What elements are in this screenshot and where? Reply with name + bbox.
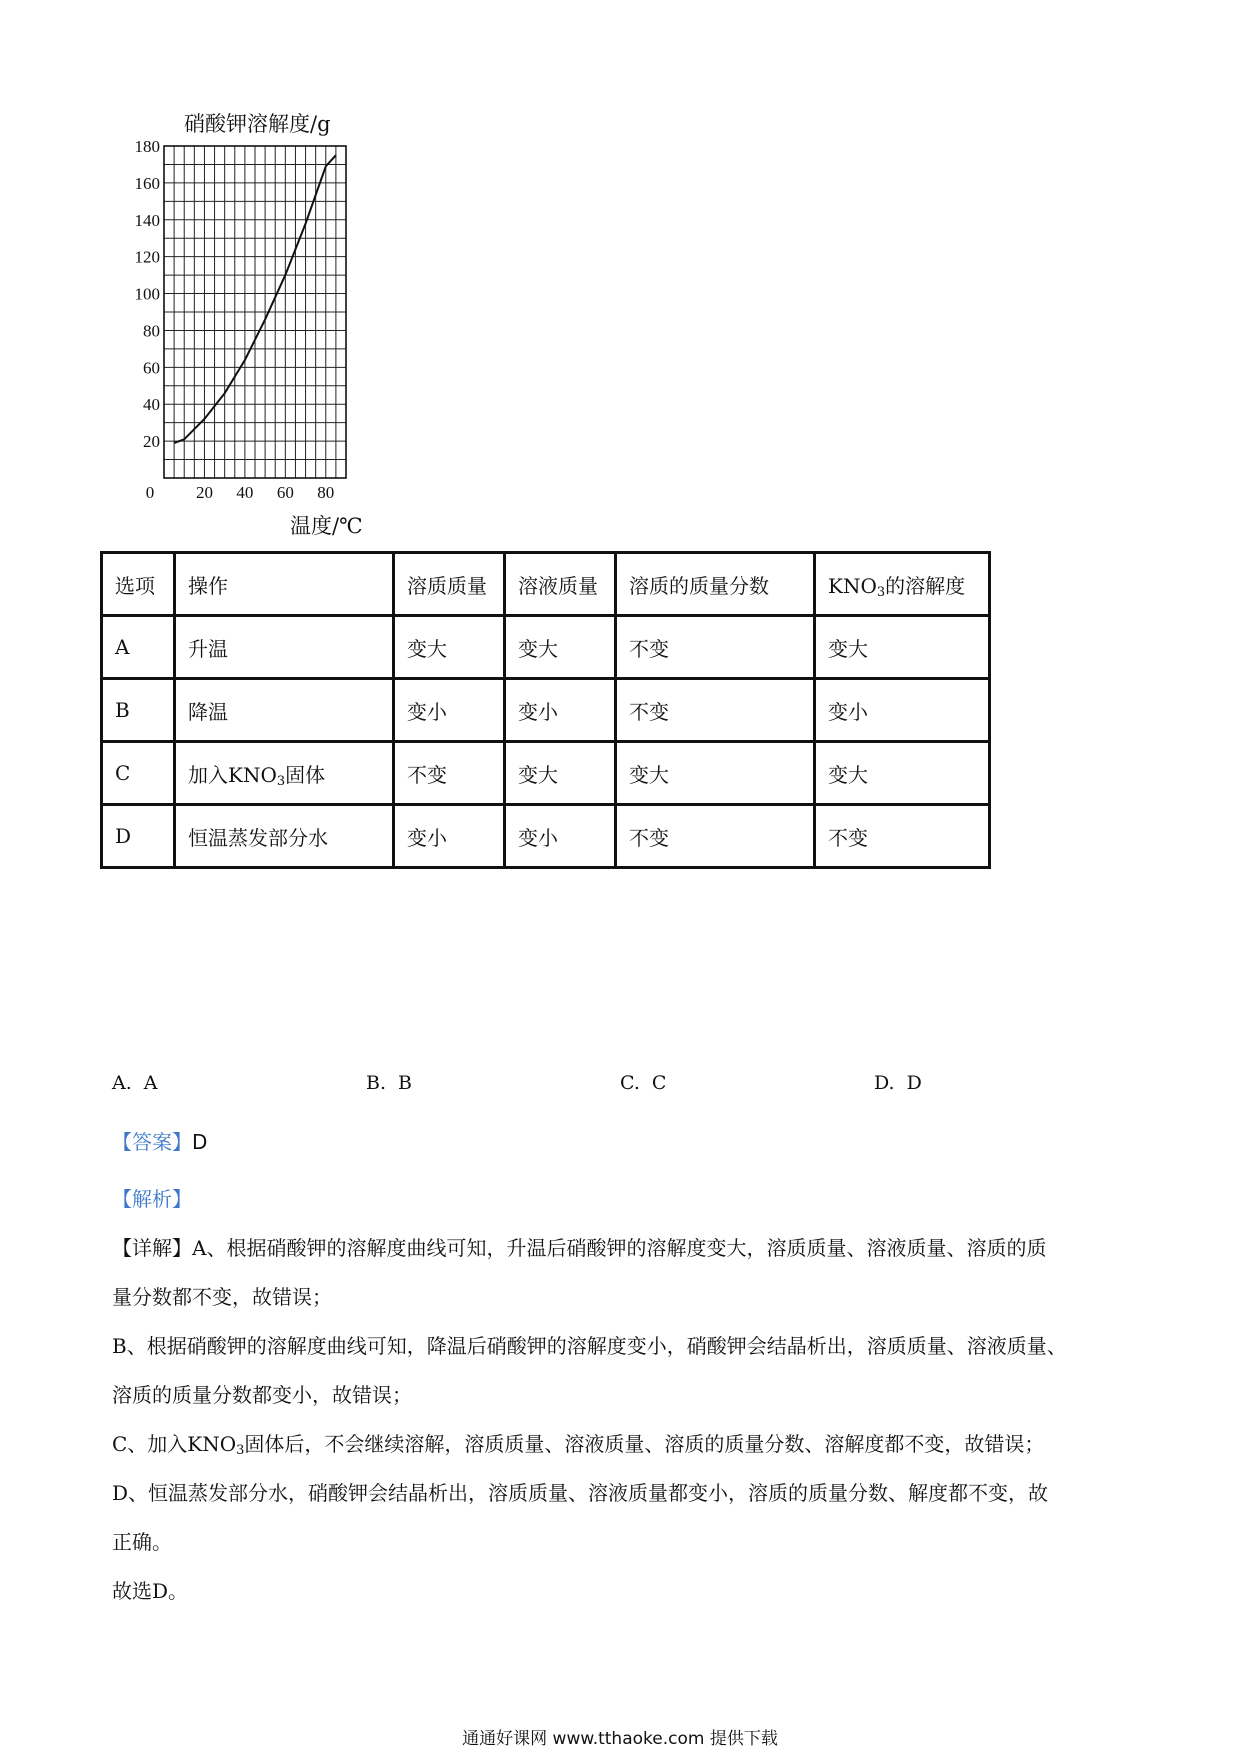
table-cell: 变小 xyxy=(394,805,505,868)
table-cell: 恒温蒸发部分水 xyxy=(175,805,394,868)
y-tick-label: 60 xyxy=(143,358,160,378)
choice-b xyxy=(366,1072,412,1094)
chart-title: 硝酸钾溶解度/g xyxy=(184,112,331,136)
options-table xyxy=(100,551,991,869)
table-cell: 变小 xyxy=(394,679,505,742)
detail-line-a1 xyxy=(112,1224,1138,1273)
choice-label: B. xyxy=(366,1072,387,1094)
chart-x-axis-title: 温度/℃ xyxy=(290,514,363,538)
choice-value: C xyxy=(651,1072,667,1094)
choice-label: A. xyxy=(112,1072,132,1094)
table-cell: 不变 xyxy=(815,805,990,868)
choice-label: D. xyxy=(874,1072,895,1094)
table-cell: 升温 xyxy=(175,616,394,679)
table-cell: D xyxy=(102,805,175,868)
table-row xyxy=(102,616,990,679)
y-tick-label: 20 xyxy=(143,432,160,452)
choice-c xyxy=(620,1072,666,1094)
y-tick-label: 140 xyxy=(134,210,160,230)
table-cell: 降温 xyxy=(175,679,394,742)
y-tick-label: 100 xyxy=(134,284,160,304)
table-header-cell: 溶质的质量分数 xyxy=(616,553,815,616)
table-cell: 不变 xyxy=(616,679,815,742)
choice-a xyxy=(112,1072,158,1094)
x-tick-label: 0 xyxy=(145,483,155,502)
y-tick-label: 180 xyxy=(134,137,160,156)
answer-value: D xyxy=(192,1130,208,1154)
detail-text: A、根据硝酸钾的溶解度曲线可知，升温后硝酸钾的溶解度变大，溶质质量、溶液质量、溶质的质 xyxy=(192,1236,1047,1260)
table-row xyxy=(102,679,990,742)
table-cell: 变小 xyxy=(505,679,616,742)
x-tick-label: 60 xyxy=(276,483,294,502)
table-cell: B xyxy=(102,679,175,742)
analysis-heading xyxy=(112,1175,1138,1224)
detail-line-b1: B、根据硝酸钾的溶解度曲线可知，降温后硝酸钾的溶解度变小，硝酸钾会结晶析出，溶质质量、溶液质量、 xyxy=(112,1334,1067,1358)
choice-d xyxy=(874,1072,922,1094)
table-cell: 不变 xyxy=(616,805,815,868)
choice-value: B xyxy=(398,1072,412,1094)
table-cell: 不变 xyxy=(394,742,505,805)
table-cell: 变小 xyxy=(505,805,616,868)
analysis-tag: 【解析】 xyxy=(112,1187,192,1211)
detail-line-c: C、加入$KNO_3$固体后，不会继续溶解，溶质质量、溶液质量、溶质的质量分数、溶解度都不变，故错误； xyxy=(112,1432,1045,1458)
detail-conclusion: 故选D。 xyxy=(112,1579,189,1603)
solubility-chart-svg xyxy=(120,100,420,550)
table-cell: 变小 xyxy=(815,679,990,742)
answer-tag: 【答案】 xyxy=(112,1130,192,1154)
choice-value: D xyxy=(906,1072,922,1094)
table-cell: 不变 xyxy=(616,616,815,679)
table-cell: 变大 xyxy=(505,616,616,679)
table-header-cell: 操作 xyxy=(175,553,394,616)
table-header-cell: 溶液质量 xyxy=(505,553,616,616)
table-row xyxy=(102,805,990,868)
x-tick-label: 20 xyxy=(195,483,213,502)
footer-credit: 通通好课网 www.tthaoke.com 提供下载 xyxy=(462,1729,778,1749)
detail-line-d2: 正确。 xyxy=(112,1530,172,1554)
detail-section xyxy=(112,1224,1138,1616)
table-header-cell: $KNO_3$的溶解度 xyxy=(815,553,990,616)
table-row xyxy=(102,742,990,805)
table-cell: 变大 xyxy=(815,742,990,805)
table-cell: 变大 xyxy=(616,742,815,805)
table-cell: 变大 xyxy=(815,616,990,679)
y-tick-label: 160 xyxy=(134,173,160,193)
detail-line-b2: 溶质的质量分数都变小，故错误； xyxy=(112,1383,412,1407)
choice-label: C. xyxy=(620,1072,640,1094)
x-tick-label: 40 xyxy=(236,483,254,502)
y-tick-label: 80 xyxy=(143,321,160,341)
detail-line-d1: D、恒温蒸发部分水，硝酸钾会结晶析出，溶质质量、溶液质量都变小，溶质的质量分数、解度都不变，故 xyxy=(112,1481,1049,1505)
table-cell: A xyxy=(102,616,175,679)
table-cell: 变大 xyxy=(394,616,505,679)
answer-line xyxy=(112,1118,1138,1167)
x-tick-label: 80 xyxy=(317,483,335,502)
y-tick-label: 120 xyxy=(134,247,160,267)
choice-value: A xyxy=(143,1072,158,1094)
table-cell: 加入$KNO_3$固体 xyxy=(175,742,394,805)
table-header-cell: 选项 xyxy=(102,553,175,616)
answer-choices xyxy=(112,1072,1122,1102)
solubility-chart xyxy=(120,100,420,550)
table-header-cell: 溶质质量 xyxy=(394,553,505,616)
table-cell: C xyxy=(102,742,175,805)
detail-line-a2: 量分数都不变，故错误； xyxy=(112,1285,332,1309)
detail-tag: 【详解】 xyxy=(112,1236,192,1260)
table-header-row xyxy=(102,553,990,616)
y-tick-label: 40 xyxy=(143,395,160,415)
table-cell: 变大 xyxy=(505,742,616,805)
